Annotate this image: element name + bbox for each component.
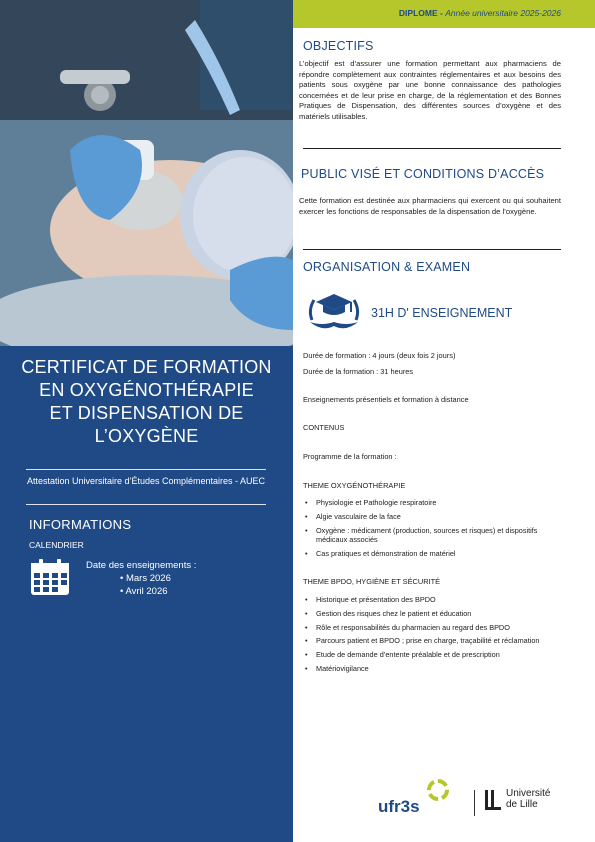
dates-list (86, 572, 196, 598)
hours-heading: 31H D' ENSEIGNEMENT (371, 306, 513, 320)
certificate-title (20, 356, 273, 448)
theme-oxygenotherapie: THEME OXYGÉNOTHÉRAPIE (303, 481, 406, 490)
organisation-heading: ORGANISATION & EXAMEN (303, 260, 471, 274)
objectifs-text: L’objectif est d’assurer une formation permettant aux pharmaciens de répondre complètement aux contraintes réglementaires et aux besoins des patients sous oxygène par une bonne connaissance des pathologies concernées et de leur prise en charge, de la réglementation et des Bonnes Pratiques de Dispensation, des différentes sources d’oxygène et des matériels utilisables. (299, 59, 561, 121)
cover-photo (0, 0, 293, 346)
left-column (0, 0, 293, 842)
universite-lille-emblem-icon (484, 788, 504, 814)
theme1-list (305, 498, 541, 563)
academic-year: Année universitaire 2025-2026 (445, 8, 561, 18)
calendrier-label: CALENDRIER (29, 540, 84, 550)
universite-lille-logo-text (506, 788, 550, 810)
duree-heures: Durée de la formation : 31 heures (303, 367, 414, 376)
list-item: • Parcours patient et BPDO ; prise en charge, traçabilité et réclamation (305, 636, 541, 645)
ufr3s-logo (378, 778, 468, 818)
date-item: • Avril 2026 (120, 585, 196, 598)
theme2-list (305, 595, 541, 678)
diploma-label: DIPLOME - (398, 8, 443, 18)
logo-separator (474, 790, 475, 816)
attestation-text: Attestation Universitaire d’Études Complémentaires - AUEC (26, 476, 266, 486)
oxygen-mask-photo-illustration (0, 0, 293, 346)
title-line-4: L’OXYGÈNE (94, 426, 199, 446)
duree-formation: Durée de formation : 4 jours (deux fois 2 jours) (303, 351, 456, 360)
list-item: • Algie vasculaire de la face (305, 512, 541, 521)
de-lille-line: de Lille (506, 799, 538, 810)
graduation-cap-icon (304, 292, 364, 334)
ufr3s-logo-text: ufr3s (378, 797, 420, 816)
dates-block (86, 559, 196, 598)
dates-label: Date des enseignements : (86, 560, 197, 571)
divider-top (26, 469, 266, 470)
contenus-label: CONTENUS (303, 423, 345, 432)
list-item: • Cas pratiques et démonstration de matériel (305, 549, 541, 558)
list-item: • Rôle et responsabilités du pharmacien au regard des BPDO (305, 623, 541, 632)
public-text: Cette formation est destinée aux pharmaciens qui exercent ou qui souhaitent exercer les fonctions de responsables de la dispensation de l’oxygène. (299, 196, 561, 216)
universite-line: Université (506, 788, 551, 799)
date-item: • Mars 2026 (120, 572, 196, 585)
modalites: Enseignements présentiels et formation à distance (303, 395, 469, 404)
list-item: • Etude de demande d’entente préalable et de prescription (305, 650, 541, 659)
list-item: • Matériovigilance (305, 664, 541, 673)
list-item: • Oxygène : médicament (production, sources et risques) et dispositifs médicaux associés (305, 526, 541, 545)
list-item: • Physiologie et Pathologie respiratoire (305, 498, 541, 507)
programme-label: Programme de la formation : (303, 452, 397, 461)
theme-bpdo: THEME BPDO, HYGIÈNE ET SÉCURITÉ (303, 577, 441, 586)
public-heading: PUBLIC VISÉ ET CONDITIONS D’ACCÈS (301, 167, 545, 181)
informations-heading: INFORMATIONS (29, 517, 132, 532)
divider-bottom (26, 504, 266, 505)
divider-objectifs (303, 148, 561, 149)
objectifs-heading: OBJECTIFS (303, 39, 374, 53)
title-line-1: CERTIFICAT DE FORMATION (21, 357, 272, 377)
title-line-3: ET DISPENSATION DE (49, 403, 244, 423)
diploma-banner (293, 0, 595, 28)
list-item: • Historique et présentation des BPDO (305, 595, 541, 604)
divider-public (303, 249, 561, 250)
list-item: • Gestion des risques chez le patient et éducation (305, 609, 541, 618)
calendar-icon (30, 558, 70, 596)
title-line-2: EN OXYGÉNOTHÉRAPIE (39, 380, 254, 400)
